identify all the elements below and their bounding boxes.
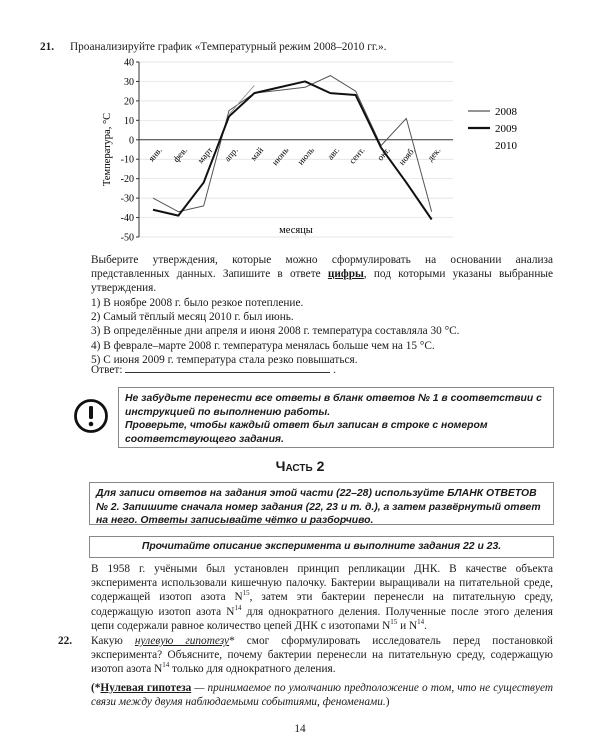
x-axis-label: месяцы: [279, 225, 313, 236]
x-tick-label: дек.: [425, 145, 443, 164]
instruction-text-end: , под которыми указаны выбранные утверждения.: [91, 268, 553, 295]
answer-input[interactable]: [125, 361, 330, 373]
legend-label-2008: 2008: [495, 106, 517, 118]
x-tick-label: фев.: [171, 145, 190, 165]
instruction-bold: цифры: [327, 268, 364, 281]
task22-question: Какую нулевую гипотезу* смог сформулировать исследователь перед постановкой эксперимента? Объясните, почему бактерии перенесли на питательную среду, содержащую изотоп азота $N^{14}$ только для однократного деления.: [91, 635, 553, 676]
y-tick-label: -20: [120, 174, 134, 186]
y-tick-label: 0: [129, 135, 134, 147]
warning-line-2: Проверьте, чтобы каждый ответ был записан в строке с номером соответствующего задания.: [125, 420, 488, 445]
option-4: 4) В феврале–марте 2008 г. температура менялась больше чем на 15 °С.: [91, 339, 435, 352]
read-prompt-box: Прочитайте описание эксперимента и выполните задания 22 и 23.: [89, 536, 554, 558]
x-tick-label: июнь: [269, 145, 291, 168]
term-link: нулевую гипотезу: [134, 635, 230, 647]
answer-label: Ответ:: [91, 364, 123, 376]
task-number: 21.: [40, 41, 55, 53]
part2-heading: Часть 2: [275, 458, 325, 474]
y-tick-label: -40: [120, 213, 134, 225]
y-tick-label: 20: [124, 96, 134, 108]
experiment-paragraph: В 1958 г. учёными был установлен принцип репликации ДНК. В качестве объекта эксперимента использовали кишечную палочку. Бактерии выращивали на питательной среде, содержащей изотоп азота $N^{15}$, затем эти бактерии перенесли на питательную среду, содержащую изотоп азота $N^{14}$ для однократного деления. Полученные после этого деления цепи содержали равное количество цепей ДНК с изотопами $N^{15}$ и $N^{14}$.: [91, 563, 553, 632]
option-3: 3) В определённые дни апреля и июня 2008 г. температура составляла 30 °С.: [91, 325, 460, 338]
y-axis-label: Температура, °С: [102, 112, 113, 187]
option-1: 1) В ноябре 2008 г. было резкое потепление.: [91, 297, 304, 309]
y-tick-label: 30: [124, 76, 134, 88]
x-tick-label: апр.: [222, 145, 240, 164]
x-tick-label: янв.: [146, 145, 164, 164]
x-tick-label: окт.: [375, 145, 392, 163]
legend-label-2009: 2009: [495, 123, 517, 135]
task22-footnote: (*Нулевая гипотеза — принимаемое по умолчанию предположение о том, что не существует связи между двумя наблюдаемыми событиями, феноменами.): [91, 682, 553, 709]
y-tick-label: 10: [124, 115, 134, 127]
temperature-chart: [80, 55, 560, 250]
y-tick-label: -30: [120, 193, 134, 205]
x-tick-label: сент.: [347, 145, 367, 166]
task-prompt: Проанализируйте график «Температурный режим 2008–2010 гг.».: [70, 41, 387, 53]
page-number: 14: [294, 723, 306, 735]
exclamation-circle-icon: [73, 398, 109, 434]
part2-instructions: Для записи ответов на задания этой части (22–28) используйте БЛАНК ОТВЕТОВ № 2. Запишите сначала номер задания (22, 23 и т. д.), а затем развёрнутый ответ на него. Ответы записывайте чётко и разборчиво.: [89, 482, 554, 525]
series-line-2008: [153, 76, 432, 212]
answer-line: Ответ: .: [91, 361, 336, 377]
x-tick-label: июль: [295, 145, 316, 167]
task22-number: 22.: [58, 635, 73, 647]
task21-header: [40, 40, 560, 54]
option-2: 2) Самый тёплый месяц 2010 г. был июнь.: [91, 311, 294, 324]
x-tick-label: май: [248, 145, 266, 163]
x-tick-label: авг.: [325, 145, 342, 162]
y-tick-label: -10: [120, 154, 134, 166]
option-5: 5) С июня 2009 г. температура стала резко повышаться.: [91, 353, 358, 366]
options-list: [91, 296, 553, 367]
series-line-2010: [229, 85, 254, 114]
warning-box: [118, 387, 554, 448]
warning-line-1: Не забудьте перенести все ответы в бланк ответов № 1 в соответствии с инструкцией по выполнению работы.: [125, 393, 542, 418]
x-tick-label: март: [195, 145, 215, 166]
instruction-text: Выберите утверждения, которые можно сформулировать на основании анализа представленных данных. Запишите в ответе: [91, 254, 553, 281]
y-tick-label: -50: [120, 232, 134, 244]
y-tick-label: 40: [124, 57, 134, 69]
task21-instruction: [91, 253, 553, 296]
x-tick-label: нояб.: [396, 145, 418, 167]
legend-label-2010: 2010: [495, 140, 517, 152]
